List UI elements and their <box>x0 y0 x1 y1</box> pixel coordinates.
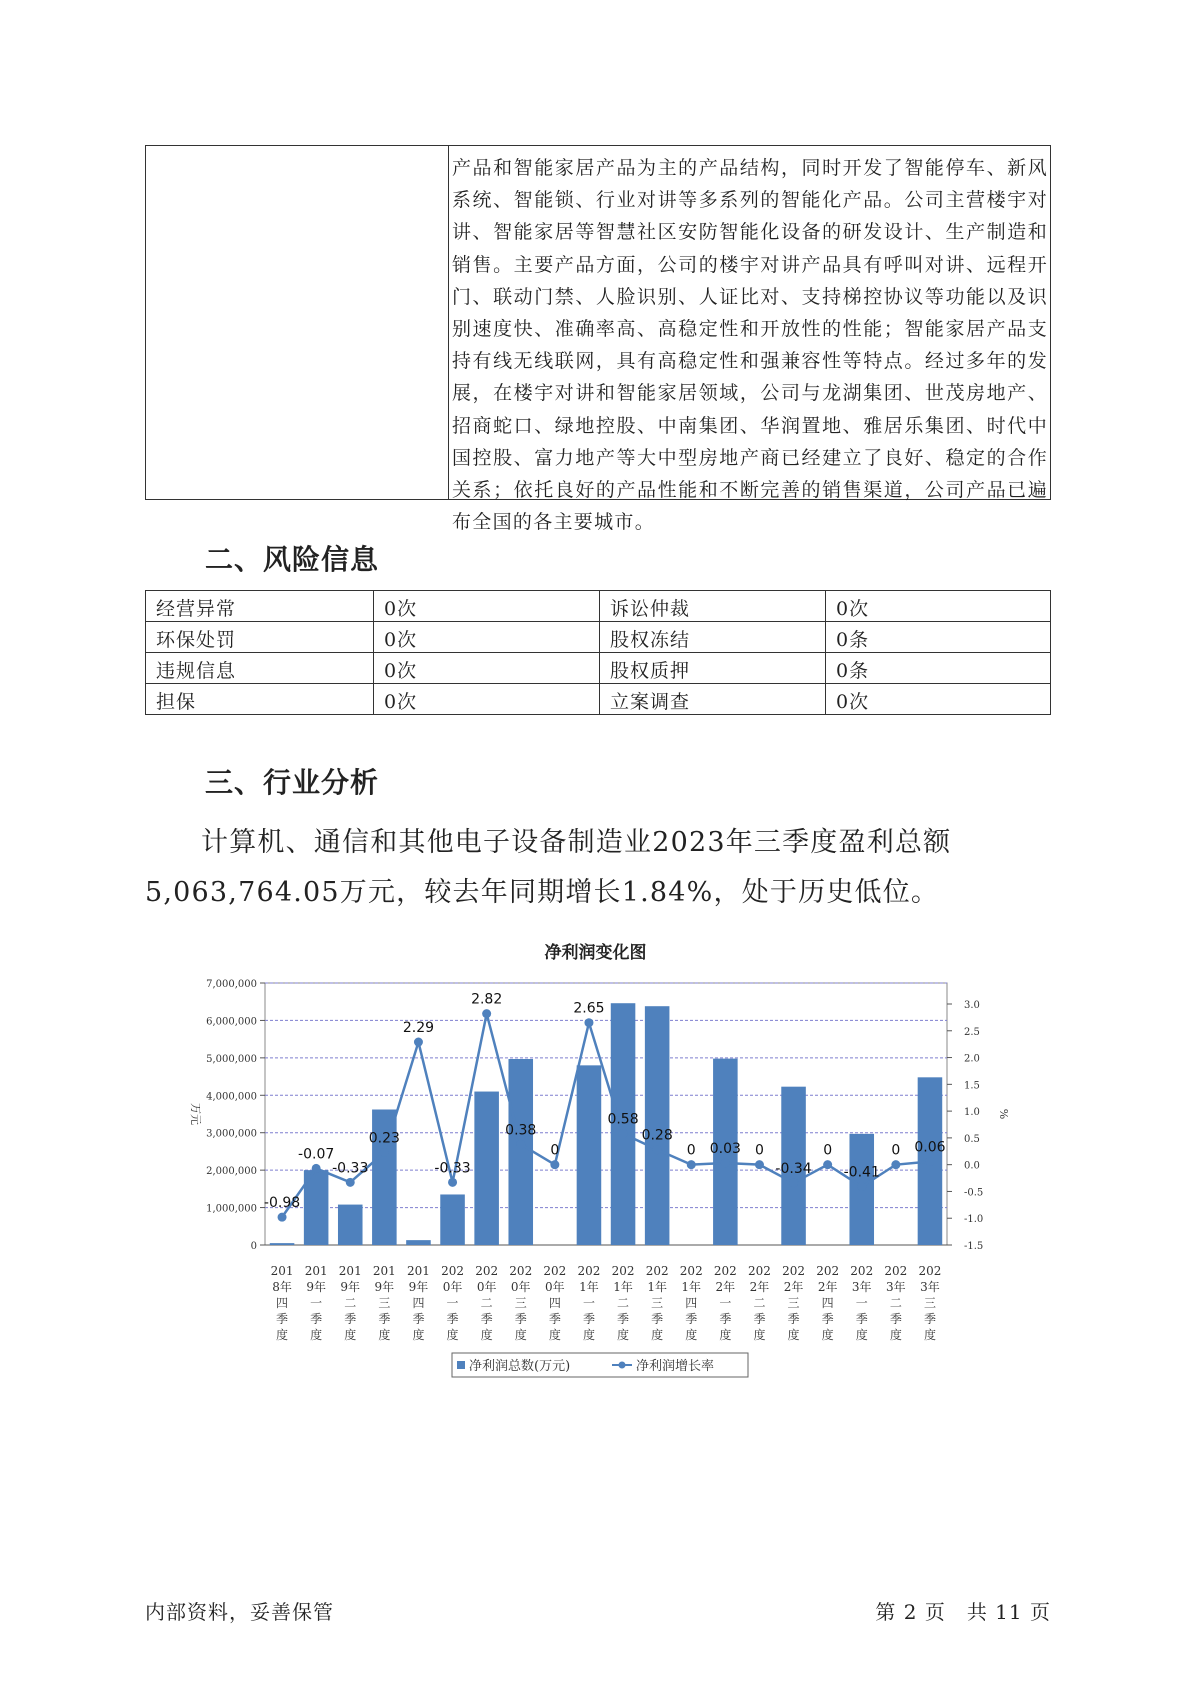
growth-point <box>789 1178 798 1187</box>
risk-item-value: 0次 <box>374 591 600 622</box>
y2-tick-label: -1.5 <box>964 1241 984 1252</box>
growth-point <box>891 1160 900 1169</box>
x-tick-label: 2年 <box>715 1280 736 1294</box>
y2-axis-title: % <box>997 1108 1010 1120</box>
section-heading-risk: 二、风险信息 <box>205 543 380 576</box>
risk-item-value: 0条 <box>826 622 1051 653</box>
bar <box>474 1092 499 1245</box>
risk-item-label: 违规信息 <box>146 653 374 684</box>
y-tick-label: 5,000,000 <box>206 1053 257 1065</box>
company-profile-table <box>145 145 1051 534</box>
risk-item-label: 立案调查 <box>600 684 826 715</box>
growth-point <box>721 1159 730 1168</box>
x-tick-label: 三 <box>923 1296 936 1310</box>
x-tick-label: 季 <box>617 1312 630 1326</box>
x-tick-label: 201 <box>372 1264 396 1278</box>
x-tick-label: 3年 <box>886 1280 906 1294</box>
x-tick-label: 202 <box>543 1264 567 1278</box>
y2-tick-label: 2.0 <box>964 1053 980 1065</box>
x-tick-label: 202 <box>884 1264 908 1278</box>
x-tick-label: 度 <box>446 1328 459 1342</box>
table-row <box>146 622 1051 653</box>
legend-bar-label: 净利润总数(万元) <box>469 1359 571 1374</box>
data-label: 0 <box>686 1142 696 1159</box>
x-tick-label: 202 <box>577 1264 601 1278</box>
data-label: 2.82 <box>471 991 503 1008</box>
x-tick-label: 季 <box>514 1312 527 1326</box>
bar <box>270 1243 295 1245</box>
x-tick-label: 度 <box>753 1328 766 1342</box>
x-tick-label: 1年 <box>613 1280 633 1294</box>
x-tick-label: 202 <box>747 1264 771 1278</box>
y-tick-label: 4,000,000 <box>206 1091 257 1103</box>
data-label: 2.65 <box>573 1000 605 1017</box>
y2-tick-label: 0.0 <box>964 1160 980 1172</box>
bar <box>406 1240 431 1245</box>
x-tick-label: 202 <box>918 1264 942 1278</box>
data-label: 0 <box>891 1142 901 1159</box>
x-tick-label: 度 <box>787 1328 800 1342</box>
y2-tick-label: 1.5 <box>964 1080 980 1092</box>
x-tick-label: 度 <box>582 1328 595 1342</box>
x-tick-label: 202 <box>850 1264 874 1278</box>
y-axis-title: 万元 <box>189 1103 202 1125</box>
x-tick-label: 季 <box>480 1312 493 1326</box>
footer-confidential-note: 内部资料，妥善保管 <box>145 1600 334 1624</box>
growth-point <box>278 1213 287 1222</box>
x-tick-label: 季 <box>719 1312 732 1326</box>
growth-point <box>550 1160 559 1169</box>
risk-info-table <box>145 590 1051 715</box>
x-tick-label: 202 <box>611 1264 635 1278</box>
x-tick-label: 一 <box>719 1296 732 1310</box>
risk-item-label: 环保处罚 <box>146 622 374 653</box>
x-tick-label: 季 <box>855 1312 868 1326</box>
y2-tick-label: 1.0 <box>964 1107 980 1119</box>
y-tick-label: 7,000,000 <box>206 979 257 990</box>
x-tick-label: 201 <box>406 1264 430 1278</box>
data-label: -0.41 <box>843 1164 880 1181</box>
x-tick-label: 二 <box>480 1296 493 1310</box>
x-tick-label: 0年 <box>476 1280 497 1294</box>
x-tick-label: 度 <box>855 1328 868 1342</box>
x-tick-label: 度 <box>651 1328 664 1342</box>
table-row <box>146 684 1051 715</box>
x-tick-label: 202 <box>679 1264 703 1278</box>
x-tick-label: 202 <box>782 1264 806 1278</box>
data-label: 0.23 <box>368 1130 400 1147</box>
x-tick-label: 202 <box>475 1264 499 1278</box>
y2-tick-label: -0.5 <box>964 1187 984 1199</box>
legend-line-label: 净利润增长率 <box>636 1359 715 1374</box>
x-tick-label: 四 <box>685 1296 698 1310</box>
y-tick-label: 1,000,000 <box>206 1203 257 1215</box>
x-tick-label: 季 <box>582 1312 595 1326</box>
bar <box>440 1194 465 1245</box>
growth-point <box>516 1140 525 1149</box>
x-tick-label: 四 <box>276 1296 289 1310</box>
x-tick-label: 二 <box>617 1296 630 1310</box>
x-tick-label: 度 <box>719 1328 732 1342</box>
x-tick-label: 9年 <box>374 1280 395 1294</box>
x-tick-label: 2年 <box>783 1280 804 1294</box>
bar <box>508 1059 533 1245</box>
industry-analysis-paragraph <box>145 818 1051 918</box>
x-tick-label: 季 <box>548 1312 561 1326</box>
x-tick-label: 9年 <box>340 1280 361 1294</box>
growth-point <box>346 1178 355 1187</box>
risk-item-value: 0次 <box>374 653 600 684</box>
data-label: -0.33 <box>332 1160 369 1177</box>
data-label: 0.06 <box>914 1139 946 1156</box>
x-tick-label: 季 <box>446 1312 459 1326</box>
bar <box>645 1006 670 1245</box>
x-tick-label: 季 <box>344 1312 357 1326</box>
y2-tick-label: 0.5 <box>964 1133 980 1145</box>
y-tick-label: 0 <box>250 1241 257 1252</box>
x-tick-label: 度 <box>548 1328 561 1342</box>
data-label: -0.07 <box>298 1146 335 1163</box>
x-tick-label: 度 <box>480 1328 493 1342</box>
legend-line-marker <box>619 1362 626 1369</box>
bar <box>338 1205 363 1245</box>
x-tick-label: 202 <box>509 1264 533 1278</box>
x-tick-label: 度 <box>889 1328 902 1342</box>
growth-point <box>925 1157 934 1166</box>
x-tick-label: 二 <box>889 1296 902 1310</box>
x-tick-label: 2年 <box>749 1280 770 1294</box>
data-label: 2.29 <box>402 1020 435 1037</box>
x-tick-label: 二 <box>344 1296 357 1310</box>
x-tick-label: 度 <box>378 1328 391 1342</box>
x-tick-label: 3年 <box>920 1280 940 1294</box>
table-label-cell <box>146 146 449 499</box>
x-tick-label: 季 <box>753 1312 766 1326</box>
growth-point <box>857 1182 866 1191</box>
x-tick-label: 9年 <box>306 1280 326 1294</box>
x-tick-label: 一 <box>446 1296 459 1310</box>
x-tick-label: 202 <box>816 1264 840 1278</box>
x-tick-label: 202 <box>645 1264 669 1278</box>
x-tick-label: 三 <box>514 1296 527 1310</box>
x-tick-label: 三 <box>787 1296 800 1310</box>
x-tick-label: 度 <box>617 1328 630 1342</box>
risk-item-value: 0条 <box>826 653 1051 684</box>
data-label: -0.98 <box>263 1195 301 1212</box>
risk-item-label: 经营异常 <box>146 591 374 622</box>
x-tick-label: 0年 <box>545 1280 565 1294</box>
x-tick-label: 季 <box>787 1312 800 1326</box>
x-tick-label: 二 <box>753 1296 766 1310</box>
x-tick-label: 0年 <box>442 1280 463 1294</box>
data-label: 0.58 <box>607 1111 639 1128</box>
company-profile-text: 产品和智能家居产品为主的产品结构，同时开发了智能停车、新风系统、智能锁、行业对讲等多系列的智能化产品。公司主营楼宇对讲、智能家居等智慧社区安防智能化设备的研发设计、生产制造和销售。主要产品方面，公司的楼宇对讲产品具有呼叫对讲、远程开门、联动门禁、人脸识别、人证比对、支持梯控协议等功能以及识别速度快、准确率高、高稳定性和开放性的性能；智能家居产品支持有线无线联网，具有高稳定性和强兼容性等特点。经过多年的发展，在楼宇对讲和智能家居领域，公司与龙湖集团、世茂房地产、招商蛇口、绿地控股、中南集团、华润置地、雅居乐集团、时代中国控股、富力地产等大中型房地产商已经建立了良好、稳定的合作关系；依托良好的产品性能和不断完善的销售渠道，公司产品已遍布全国的各主要城市。 <box>452 157 1048 534</box>
x-tick-label: 1年 <box>681 1280 702 1294</box>
risk-item-label: 股权冻结 <box>600 622 826 653</box>
risk-item-value: 0次 <box>374 684 600 715</box>
x-tick-label: 202 <box>713 1264 737 1278</box>
y-tick-label: 2,000,000 <box>206 1166 257 1178</box>
risk-item-label: 诉讼仲裁 <box>600 591 826 622</box>
y2-tick-label: -1.0 <box>964 1214 984 1226</box>
x-tick-label: 四 <box>821 1296 834 1310</box>
growth-point <box>482 1009 491 1018</box>
x-tick-label: 季 <box>685 1312 698 1326</box>
x-tick-label: 三 <box>651 1296 664 1310</box>
x-tick-label: 度 <box>344 1328 357 1342</box>
x-tick-label: 201 <box>270 1264 294 1278</box>
x-tick-label: 2年 <box>817 1280 838 1294</box>
data-label: 0.03 <box>709 1141 741 1158</box>
growth-point <box>653 1145 662 1154</box>
x-tick-label: 季 <box>923 1312 936 1326</box>
x-tick-label: 度 <box>310 1328 323 1342</box>
x-tick-label: 季 <box>310 1312 323 1326</box>
y2-tick-label: 3.0 <box>964 1000 980 1011</box>
growth-point <box>755 1160 764 1169</box>
data-label: 0 <box>823 1142 833 1159</box>
section-heading-industry: 三、行业分析 <box>205 766 380 799</box>
x-tick-label: 季 <box>651 1312 664 1326</box>
x-tick-label: 度 <box>514 1328 527 1342</box>
x-tick-label: 四 <box>548 1296 561 1310</box>
footer-page-number: 第 2 页 共 11 页 <box>875 1600 1051 1624</box>
x-tick-label: 季 <box>276 1312 289 1326</box>
data-label: -0.34 <box>775 1160 812 1177</box>
x-tick-label: 季 <box>821 1312 834 1326</box>
growth-point <box>414 1038 423 1047</box>
bar <box>577 1065 602 1245</box>
growth-point <box>619 1129 628 1138</box>
plot-area <box>265 983 947 1245</box>
growth-point <box>312 1164 321 1173</box>
x-tick-label: 202 <box>441 1264 465 1278</box>
x-tick-label: 度 <box>412 1328 425 1342</box>
chart-title: 净利润变化图 <box>544 943 647 963</box>
data-label: 0 <box>754 1142 764 1159</box>
x-tick-label: 度 <box>685 1328 698 1342</box>
risk-item-value: 0次 <box>826 684 1051 715</box>
data-label: 0 <box>550 1142 560 1159</box>
x-tick-label: 季 <box>889 1312 902 1326</box>
x-tick-label: 季 <box>412 1312 425 1326</box>
x-tick-label: 度 <box>276 1328 289 1342</box>
x-tick-label: 一 <box>582 1296 595 1310</box>
x-tick-label: 3年 <box>851 1280 872 1294</box>
x-tick-label: 201 <box>338 1264 362 1278</box>
x-tick-label: 度 <box>923 1328 936 1342</box>
growth-point <box>823 1160 832 1169</box>
x-tick-label: 度 <box>821 1328 834 1342</box>
risk-item-value: 0次 <box>826 591 1051 622</box>
x-tick-label: 9年 <box>408 1280 429 1294</box>
y-tick-label: 6,000,000 <box>206 1016 257 1028</box>
x-tick-label: 季 <box>378 1312 391 1326</box>
net-profit-chart <box>0 960 1191 1400</box>
growth-point <box>448 1178 457 1187</box>
legend-bar-swatch <box>457 1361 465 1369</box>
x-tick-label: 三 <box>378 1296 391 1310</box>
y2-tick-label: 2.5 <box>964 1026 980 1038</box>
industry-analysis-text: 计算机、通信和其他电子设备制造业2023年三季度盈利总额5,063,764.05万元，较去年同期增长1.84%，处于历史低位。 <box>145 827 952 908</box>
risk-item-label: 股权质押 <box>600 653 826 684</box>
x-tick-label: 1年 <box>647 1280 667 1294</box>
table-row <box>146 653 1051 684</box>
risk-item-value: 0次 <box>374 622 600 653</box>
x-tick-label: 201 <box>304 1264 328 1278</box>
risk-item-label: 担保 <box>146 684 374 715</box>
data-label: -0.33 <box>434 1160 471 1177</box>
data-label: 0.28 <box>641 1127 673 1144</box>
growth-point <box>380 1148 389 1157</box>
x-tick-label: 8年 <box>272 1280 292 1294</box>
growth-point <box>584 1018 593 1027</box>
table-row <box>146 591 1051 622</box>
x-tick-label: 四 <box>412 1296 425 1310</box>
growth-point <box>687 1160 696 1169</box>
x-tick-label: 一 <box>855 1296 868 1310</box>
x-tick-label: 一 <box>310 1296 323 1310</box>
y-tick-label: 3,000,000 <box>206 1128 257 1140</box>
x-tick-label: 0年 <box>510 1280 531 1294</box>
x-tick-label: 1年 <box>579 1280 599 1294</box>
data-label: 0.38 <box>505 1122 537 1139</box>
